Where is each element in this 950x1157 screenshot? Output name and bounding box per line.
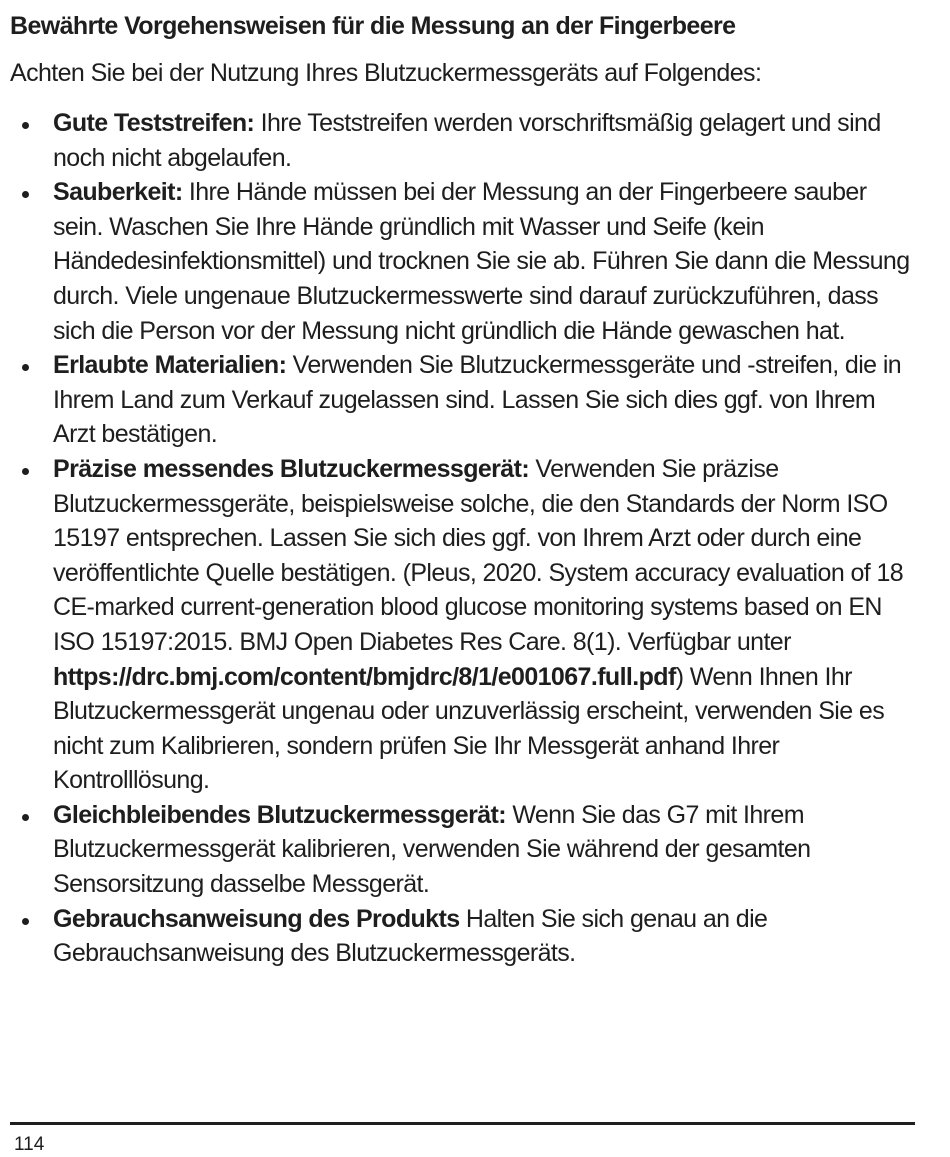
list-item-allowed-materials [10,348,915,452]
intro-text: Achten Sie bei der Nutzung Ihres Blutzuckermessgeräts auf Folgendes: [10,59,762,87]
best-practices-list [10,106,915,971]
document-page [10,0,915,971]
bullet-icon [22,364,29,371]
bullet-icon [22,918,29,925]
item-term: Gleichbleibendes Blutzuckermessgerät: [53,800,506,829]
item-term: Gebrauchsanweisung des Produkts [53,904,460,933]
item-text-continued: ) Wenn Ihnen Ihr Blutzuckermessgerät ungenau oder unzuverlässig erscheint, verwenden Sie es nicht zum Kalibrieren, sondern prüfen Sie Ihr Messgerät anhand Ihrer Kontrolllösung. [53,662,885,795]
list-item-cleanliness [10,175,915,348]
item-text: Verwenden Sie präzise Blutzuckermessgeräte, beispielsweise solche, die den Standards der Norm ISO 15197 entsprechen. Lassen Sie sich dies ggf. von Ihrem Arzt oder durch eine veröffentlichte Quelle bestätigen. (Pleus, 2020. System accuracy evaluation of 18 CE-marked current-generation blood glucose monitoring systems based on EN ISO 15197:2015. BMJ Open Diabetes Res Care. 8(1). Verfügbar unter [53,454,904,656]
item-text: Ihre Hände müssen bei der Messung an der Fingerbeere sauber sein. Waschen Sie Ihre Hände gründlich mit Wasser und Seife (kein Händedesinfektionsmittel) und trocknen Sie sie ab. Führen Sie dann die Messung durch. Viele ungenaue Blutzuckermesswerte sind darauf zurückzuführen, dass sich die Person vor der Messung nicht gründlich die Hände gewaschen hat. [53,178,910,345]
list-item-consistent-meter [10,798,915,902]
bullet-icon [22,468,29,475]
bullet-icon [22,191,29,198]
item-text: Halten Sie sich genau an die Gebrauchsanweisung des Blutzuckermessgeräts. [53,904,768,968]
item-term: Sauberkeit: [53,178,183,207]
item-term: Gute Teststreifen: [53,109,255,137]
item-text: Ihre Teststreifen werden vorschriftsmäßig gelagert und sind noch nicht abgelaufen. [53,109,881,172]
bullet-icon [22,814,29,821]
reference-link[interactable]: https://drc.bmj.com/content/bmjdrc/8/1/e001067.full.pdf [53,662,676,691]
page-number: 114 [14,1134,45,1155]
list-item-test-strips [10,106,915,175]
list-item-instructions [10,902,915,971]
footer-divider [10,1122,915,1125]
item-term: Präzise messendes Blutzuckermessgerät: [53,454,530,483]
section-heading: Bewährte Vorgehensweisen für die Messung an der Fingerbeere [10,12,736,40]
bullet-icon [22,122,29,129]
list-item-accurate-meter [10,452,915,798]
item-text: Wenn Sie das G7 mit Ihrem Blutzuckermessgerät kalibrieren, verwenden Sie während der gesamten Sensorsitzung dasselbe Messgerät. [53,800,811,899]
item-text: Verwenden Sie Blutzuckermessgeräte und -streifen, die in Ihrem Land zum Verkauf zugelassen sind. Lassen Sie sich dies ggf. von Ihrem Arzt bestätigen. [53,351,902,449]
item-term: Erlaubte Materialien: [53,351,287,380]
